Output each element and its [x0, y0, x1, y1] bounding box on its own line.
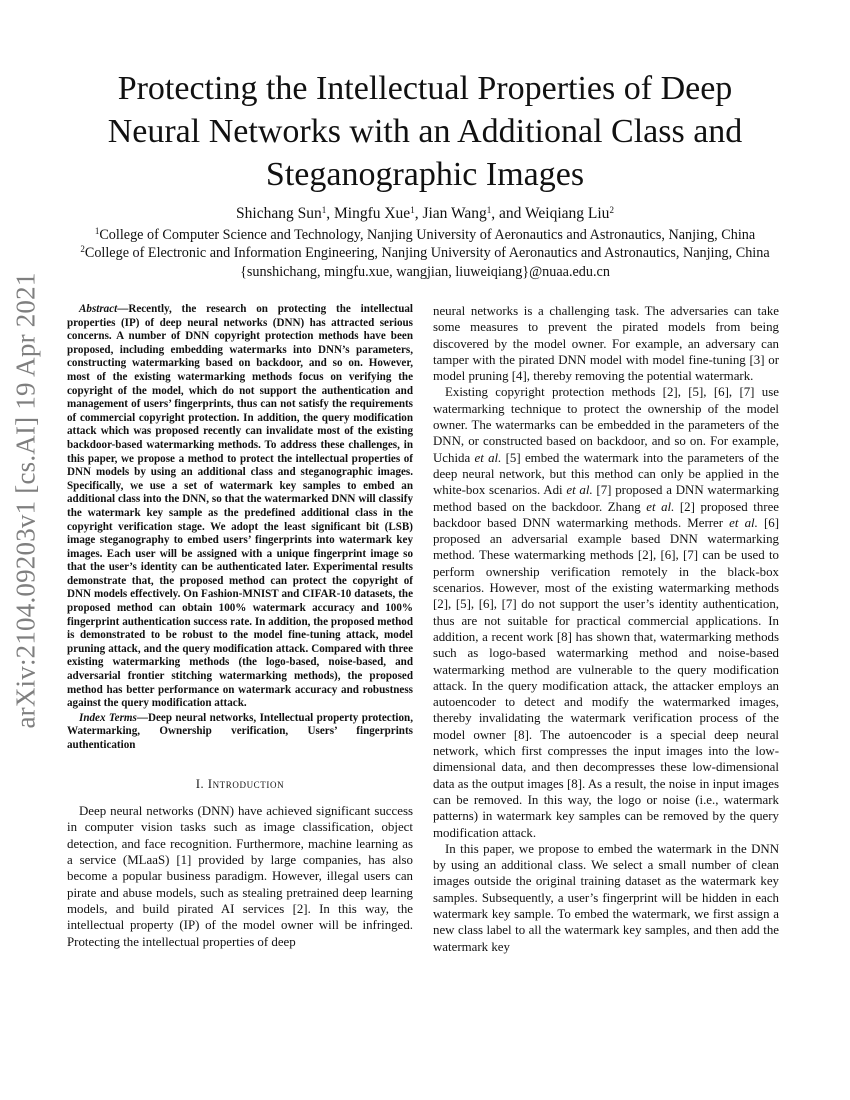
- affiliation-2: $^2$College of Electronic and Information Engineering, Nanjing University of Aeronautics and Astronautics, Nanjing, China: [80, 244, 770, 261]
- author: Weiqiang Liu: [525, 205, 610, 222]
- author: Mingfu Xue: [333, 205, 411, 222]
- author: Shichang Sun: [236, 205, 322, 222]
- index-terms: Index Terms—Deep neural networks, Intellectual property protection, Watermarking, Ownership verification, Users’ fingerprints authentication: [67, 711, 413, 751]
- section-heading-introduction: I. Introduction: [195, 776, 285, 791]
- author-names: Shichang Sun$^1$, Mingfu Xue$^1$, Jian Wang$^1$, and Weiqiang Liu$^2$: [236, 205, 614, 222]
- arxiv-id: arXiv:2104.09203v1 [cs.AI] 19 Apr 2021: [10, 271, 41, 729]
- body-paragraph: Existing copyright protection methods [2], [5], [6], [7] use watermarking technique to protect the ownership of the model owner. The watermarks can be embedded in the parameters of the DNN, or constructed based on backdoor, and so on. For example, Uchida et al. [5] embed the watermark into the parameters of the deep neural network, but this method can only be applied in the white-box scenarios. Adi et al. [7] proposed a DNN watermarking method based on the backdoor. Zhang et al. [2] proposed three backdoor based DNN watermarking methods. Merrer et al. [6] proposed an adversarial example based DNN watermarking method. These watermarking methods [2], [6], [7] can be used to perform ownership verification remotely in the black-box scenarios. However, most of the existing watermarking methods [2], [5], [6], [7] do not support the user’s identity authentication, thus are not suitable for practical commercial applications. In addition, a recent work [8] has shown that, watermarking methods such as logo-based watermarking method and noise-based watermarking method are vulnerable to the query modification attack. In the query modification attack, the attacker employs an autoencoder to detect and modify the watermarked images, thereby invalidating the watermark verification process of the model owner [8]. The autoencoder is a special deep neural network, which first compresses the input images into the low-dimensional data, and then decompresses these low-dimensional data as the output images [8]. As a result, the noise in input images can be removed. In this way, the logo or noise (i.e., watermark patterns) in watermark key samples can be removed by the query modification attack.: [433, 385, 780, 840]
- author-block: [60, 205, 790, 281]
- author: Jian Wang: [422, 205, 487, 222]
- title-line: Steganographic Images: [265, 156, 585, 193]
- body-paragraph: neural networks is a challenging task. The adversaries can take some measures to prevent the pirated models from being discovered by the model owner. For example, an adversary can tamper with the pirated DNN model with model fine-tuning [3] or model pruning [4], thereby removing the potential watermark.: [433, 304, 779, 384]
- paper-title: [80, 67, 770, 196]
- intro-paragraph: Deep neural networks (DNN) have achieved significant success in computer vision tasks such as image classification, object detection, and face recognition. Furthermore, machine learning as a service (MLaaS) [1] provided by large companies, has also become a popular business paradigm. However, illegal users can pirate and abuse models, such as stealing pretrained deep learning models, and build pirated AI services [2]. In this way, the intellectual property (IP) of the model owner will be infringed. Protecting the intellectual properties of deep: [67, 804, 413, 949]
- left-column: [67, 303, 413, 950]
- abstract: Abstract—Recently, the research on protecting the intellectual properties (IP) of deep neural networks (DNN) has attracted serious concerns. A number of DNN copyright protection methods have been proposed, including embedding watermarks into DNN’s parameters, constructing watermarking based on backdoor, and so on. However, most of the existing watermarking methods focus on verifying the copyright of the model, which do not support the authentication and management of users’ fingerprints, thus can not satisfy the requirements of commercial copyright protection. In addition, the query modification attack which was proposed recently can invalidate most of the existing backdoor-based watermarking methods. To address these challenges, in this paper, we propose a method to protect the intellectual properties of DNN models by using an additional class and steganographic images. Specifically, we use a set of watermark key samples to embed an additional class into the DNN, so that the watermarked DNN will classify the watermark key sample as the predefined additional class in the copyright verification stage. We adopt the least significant bit (LSB) image steganography to embed users’ fingerprints into watermark key images. Each user will be assigned with a unique fingerprint image so that the user’s identity can be authenticated later. Experimental results demonstrate that, the proposed method can protect the copyright of DNN models effectively. On Fashion-MNIST and CIFAR-10 datasets, the proposed method can obtain 100% watermark accuracy and 100% fingerprint authentication success rate. In addition, the proposed method is demonstrated to be robust to the model fine-tuning attack, model pruning attack, and the query modification attack. Compared with three existing watermarking methods (the logo-based, noise-based, and adversarial frontier stitching watermarking methods), the proposed method has better performance on watermark accuracy and robustness against the query modification attack.: [67, 303, 413, 710]
- title-line: Neural Networks with an Additional Class and: [107, 113, 743, 150]
- title-line: Protecting the Intellectual Properties of Deep: [117, 70, 733, 107]
- arxiv-watermark: [4, 271, 48, 729]
- right-column: [433, 303, 779, 955]
- body-paragraph: In this paper, we propose to embed the watermark in the DNN by using an additional class. We select a small number of clean images outside the original training dataset as the watermark key samples. Subsequently, a user’s fingerprint will be hidden in each watermark key sample. To embed the watermark, we first assign a new class label to all the watermark key samples, and then add the watermark key: [433, 841, 779, 954]
- author-emails: {sunshichang, mingfu.xue, wangjian, liuweiqiang}@nuaa.edu.cn: [240, 263, 610, 280]
- affiliation-1: $^1$College of Computer Science and Technology, Nanjing University of Aeronautics and Astronautics, Nanjing, China: [94, 225, 756, 243]
